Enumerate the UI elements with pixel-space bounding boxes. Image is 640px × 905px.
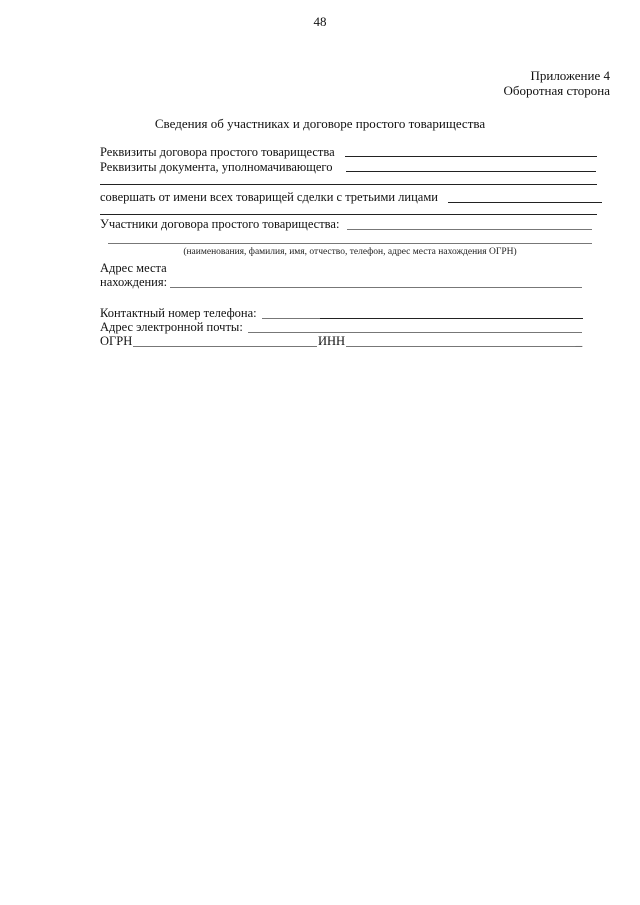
phone-field-short[interactable] xyxy=(262,318,320,319)
phone-field[interactable] xyxy=(320,318,583,319)
contract-details-label: Реквизиты договора простого товарищества xyxy=(100,145,335,159)
address-field[interactable] xyxy=(170,287,582,288)
annex-header xyxy=(504,68,610,98)
authorizing-document-field[interactable] xyxy=(346,171,596,172)
participants-field[interactable] xyxy=(347,229,592,230)
participants-caption: (наименования, фамилия, имя, отчество, телефон, адрес места нахождения ОГРН) xyxy=(183,247,517,257)
annex-sublabel: Оборотная сторона xyxy=(503,83,610,98)
page-number: 48 xyxy=(313,14,327,29)
address-label-line1: Адрес места xyxy=(100,261,167,275)
transactions-label: совершать от имени всех товарищей сделки с третьими лицами xyxy=(100,190,438,204)
email-label: Адрес электронной почты: xyxy=(100,320,243,334)
inn-field[interactable] xyxy=(346,346,576,347)
ogrn-field[interactable] xyxy=(133,346,317,347)
authorizing-document-label: Реквизиты документа, уполномачивающего xyxy=(100,160,333,174)
document-title: Сведения об участниках и договоре простого товарищества xyxy=(154,116,486,131)
inn-label: ИНН xyxy=(318,334,346,348)
annex-label: Приложение 4 xyxy=(530,68,610,83)
phone-label: Контактный номер телефона: xyxy=(100,306,257,320)
authorizing-document-field-line2[interactable] xyxy=(100,184,597,185)
transactions-field[interactable] xyxy=(448,202,602,203)
transactions-field-line2[interactable] xyxy=(100,214,597,215)
ogrn-label: ОГРН xyxy=(100,334,133,348)
inn-trailing-mark: _ xyxy=(576,334,583,348)
contract-details-field[interactable] xyxy=(345,156,597,157)
participants-field-line2[interactable] xyxy=(108,243,592,244)
email-field[interactable] xyxy=(248,332,582,333)
address-label-line2: нахождения: xyxy=(100,275,168,289)
participants-label: Участники договора простого товарищества: xyxy=(100,217,340,231)
